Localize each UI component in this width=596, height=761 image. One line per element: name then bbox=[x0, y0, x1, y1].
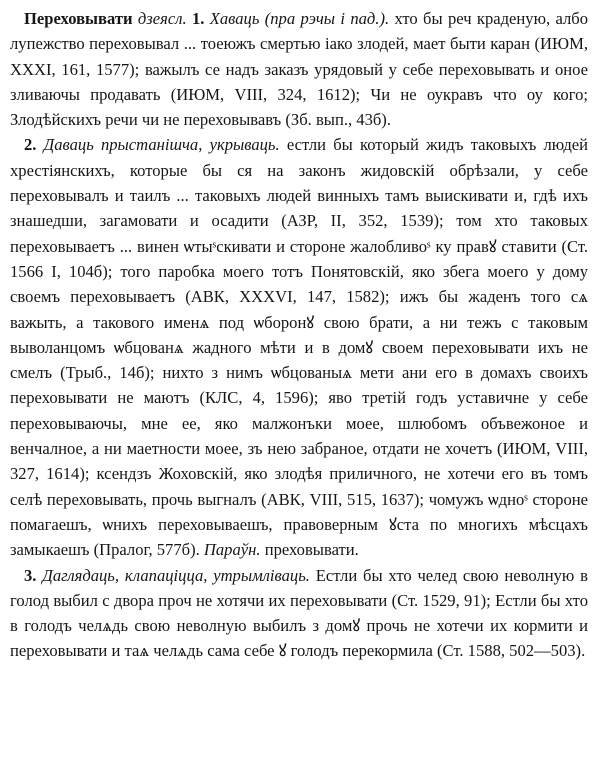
sense-gloss: Хаваць (пра рэчы і пад.). bbox=[209, 9, 390, 28]
sense-number: 2. bbox=[24, 135, 37, 155]
sense-number: 1. bbox=[191, 9, 205, 28]
sense-citations: Естли бы хто челед свою неволную в голод выбил с двора проч не хотячи их переховывати (Ст. 1529, 91); Естли бы хто в голодъ челѧдь свою неволную выбилъ з домꙋ прочь не хотечи их кормити и переховывати и таѧ челѧдь сама себе ꙋ голодъ перекормила (Ст. 1588, 502—503). bbox=[10, 565, 588, 661]
sense-gloss: Даваць прыстанішча, укрываць. bbox=[43, 135, 280, 155]
sense-2-paragraph bbox=[10, 132, 588, 562]
see-also-label: Параўн. bbox=[203, 540, 261, 560]
sense-citations: естли бы который жидъ таковыхъ людей хрестіянскихъ, которые бы ся на законъ жидовскій обрѣзали, у себе переховывалъ и таилъ ... таковыхъ людей винныхъ тамъ выискивати и, гдѣ ихъ знашедши, загамовати и осадити (АЗР, II, 352, 1539); том хто таковых переховываетъ ... винен ѡтыˢскивати и стороне жалобливоˢ ку правꙋ ставити (Ст. 1566 I, 104б); того паробка моего тотъ Понятовскій, яко збега моего у дому своемъ переховываетъ (АВК, XXXVI, 147, 1582); ижъ бы жаденъ того сѧ важыть, а такового именѧ под ѡборонꙋ свою брати, а ни тежъ с таковым выволанцомъ ѡбцованѧ жадного мѣти и в домꙋ своем переховывати ихъ не смелъ (Трыб., 14б); нихто з нимъ ѡбцованыѧ мети ани его в домахъ своихъ переховывати не маютъ (КЛС, 4, 1596); яво третій годъ уставичне у себе переховываючы, мне ее, яко малжонъки моее, шлюбомъ объвежоное и венчалное, а ни маетности моее, зъ нею забраное, отдати не хочетъ (ИЮМ, VIII, 327, 1614); ксендзъ Жоховскій, яко злодѣя приличного, не хотечи его въ томъ селѣ переховывать, прочь выгналъ (АВК, VIII, 515, 1637); чомужъ ѡдноˢ стороне помагаешъ, ѡнихъ переховываешъ, правоверным ꙋста по многихъ мѣсцахъ замыкаешъ (Пралог, 577б). bbox=[10, 135, 589, 560]
sense-number: 3. bbox=[24, 565, 37, 585]
part-of-speech: дзеясл. bbox=[137, 9, 187, 28]
sense-gloss: Даглядаць, клапаціцца, утрымліваць. bbox=[42, 565, 310, 585]
sense-citations: хто бы реч краденую, албо лупежство переховывал ... тоеюжъ смертью iако злодей, мает быти каран (ИЮМ, XXXI, 161, 1577); важылъ се надъ заказъ урядовый у себе переховывать и оное зливаючы продавать (ИЮМ, VIII, 324, 1612); Чи не оукравъ что оу кого; Злодѣйскихъ речи чи не переховывавъ (Зб. вып., 43б). bbox=[10, 9, 589, 130]
headword: Переховывати bbox=[24, 9, 133, 28]
sense-3-paragraph bbox=[10, 563, 588, 664]
see-also-word: преховывати. bbox=[264, 540, 359, 560]
sense-1-paragraph bbox=[10, 6, 588, 132]
